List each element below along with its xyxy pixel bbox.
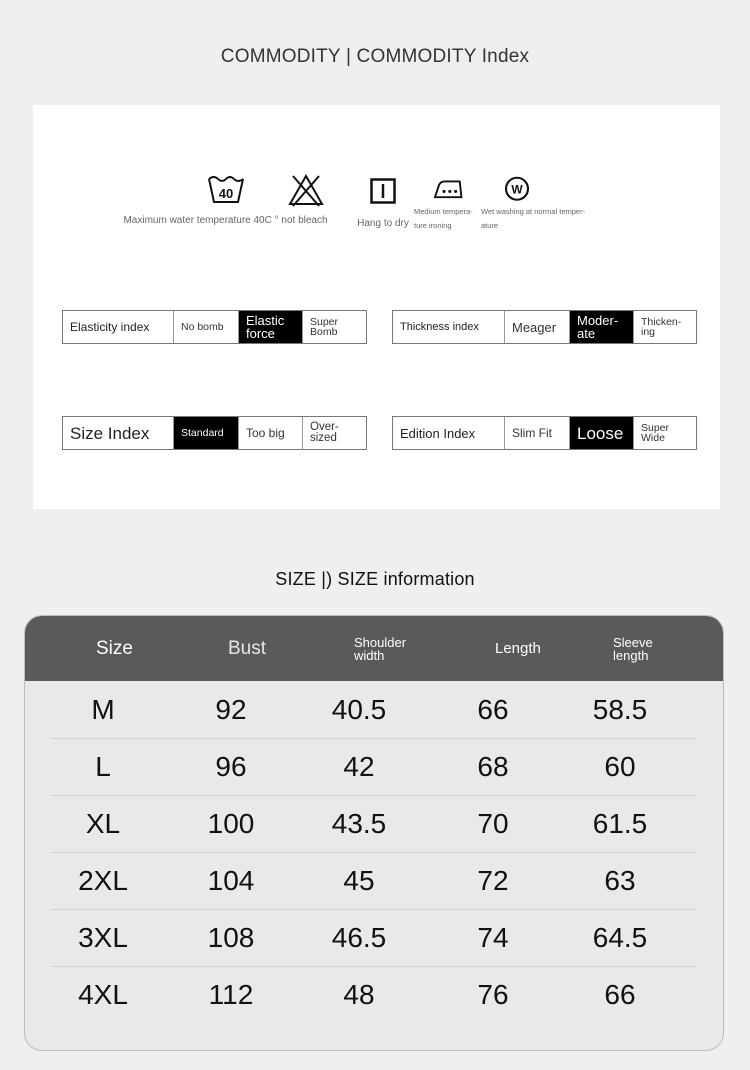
care-caption-wet-wash: Wet washing at normal temper- ature [481, 206, 586, 230]
cell-size: L [95, 750, 111, 782]
elasticity-option-elastic-force: Elastic force [238, 311, 302, 343]
header-shoulder-width: Shoulder width [354, 634, 407, 663]
care-wet-wash [481, 173, 593, 233]
edition-option-super-wide: Super Wide [633, 417, 696, 449]
cell-shoulder: 42 [343, 750, 375, 782]
header-sleeve-length: Sleeve length [613, 634, 653, 663]
cell-size: M [91, 693, 115, 725]
thickness-index-box [392, 310, 697, 344]
cell-length: 76 [477, 978, 509, 1010]
size-option-standard: Standard [173, 417, 238, 449]
table-row [51, 909, 697, 967]
care-caption-hang-dry: Hang to dry [357, 218, 409, 229]
cell-bust: 96 [215, 750, 247, 782]
edition-option-slim-fit: Slim Fit [504, 417, 569, 449]
cell-size: 4XL [78, 978, 128, 1010]
cell-sleeve: 61.5 [592, 807, 648, 839]
size-option-oversized: Over- sized [302, 417, 366, 449]
cell-sleeve: 58.5 [592, 693, 648, 725]
thickness-option-moderate: Moder- ate [569, 311, 633, 343]
elasticity-index-label: Elasticity index [70, 320, 150, 334]
size-index-box [62, 416, 367, 450]
care-hang-dry [343, 173, 423, 233]
cell-sleeve: 66 [604, 978, 636, 1010]
wash-temp-number: 40 [218, 186, 233, 201]
cell-bust: 104 [207, 864, 255, 896]
cell-shoulder: 46.5 [331, 921, 387, 953]
wash-40-icon [206, 173, 246, 205]
cell-length: 66 [477, 693, 509, 725]
edition-index-box [392, 416, 697, 450]
cell-bust: 108 [207, 921, 255, 953]
hang-dry-icon [370, 178, 396, 204]
cell-sleeve: 64.5 [592, 921, 648, 953]
size-table [24, 615, 724, 1051]
thickness-index-label: Thickness index [400, 320, 479, 333]
cell-length: 70 [477, 807, 509, 839]
cell-length: 72 [477, 864, 509, 896]
cell-sleeve: 63 [604, 864, 636, 896]
cell-shoulder: 43.5 [331, 807, 387, 839]
wet-wash-letter: W [511, 182, 523, 197]
thickness-option-meager: Meager [504, 311, 569, 343]
cell-size: 2XL [78, 864, 128, 896]
size-table-header [25, 616, 723, 681]
table-row [51, 795, 697, 853]
edition-index-label: Edition Index [400, 425, 476, 441]
iron-medium-icon [430, 179, 468, 201]
cell-shoulder: 45 [343, 864, 375, 896]
size-option-too-big: Too big [238, 417, 302, 449]
care-caption-wash: Maximum water temperature 40C ° not bleach [123, 215, 328, 226]
header-length: Length [495, 640, 541, 657]
elasticity-index-box [62, 310, 367, 344]
table-row [51, 966, 697, 1023]
no-bleach-icon [288, 173, 324, 209]
header-size: Size [96, 637, 133, 659]
elasticity-option-super-bomb: Super Bomb [302, 311, 366, 343]
wet-wash-icon [502, 175, 532, 203]
cell-shoulder: 48 [343, 978, 375, 1010]
cell-bust: 112 [208, 978, 254, 1010]
table-row [51, 681, 697, 739]
cell-sleeve: 60 [604, 750, 636, 782]
commodity-index-card [33, 105, 720, 509]
cell-size: 3XL [78, 921, 128, 953]
edition-option-loose: Loose [569, 417, 633, 449]
cell-bust: 100 [207, 807, 255, 839]
care-iron [414, 173, 484, 233]
table-row [51, 852, 697, 910]
cell-shoulder: 40.5 [331, 693, 387, 725]
size-index-label: Size Index [70, 423, 150, 443]
cell-length: 68 [477, 750, 509, 782]
care-caption-iron: Medium tempera- ture ironing [414, 206, 473, 230]
cell-bust: 92 [215, 693, 247, 725]
table-row [51, 738, 697, 796]
thickness-option-thickening: Thicken- ing [633, 311, 696, 343]
commodity-title: COMMODITY | COMMODITY Index [220, 46, 530, 67]
cell-size: XL [85, 807, 121, 839]
cell-length: 74 [477, 921, 509, 953]
care-no-bleach [287, 173, 325, 233]
size-info-title: SIZE |) SIZE information [275, 569, 475, 589]
elasticity-option-no-bomb: No bomb [173, 311, 238, 343]
header-bust: Bust [228, 637, 267, 659]
